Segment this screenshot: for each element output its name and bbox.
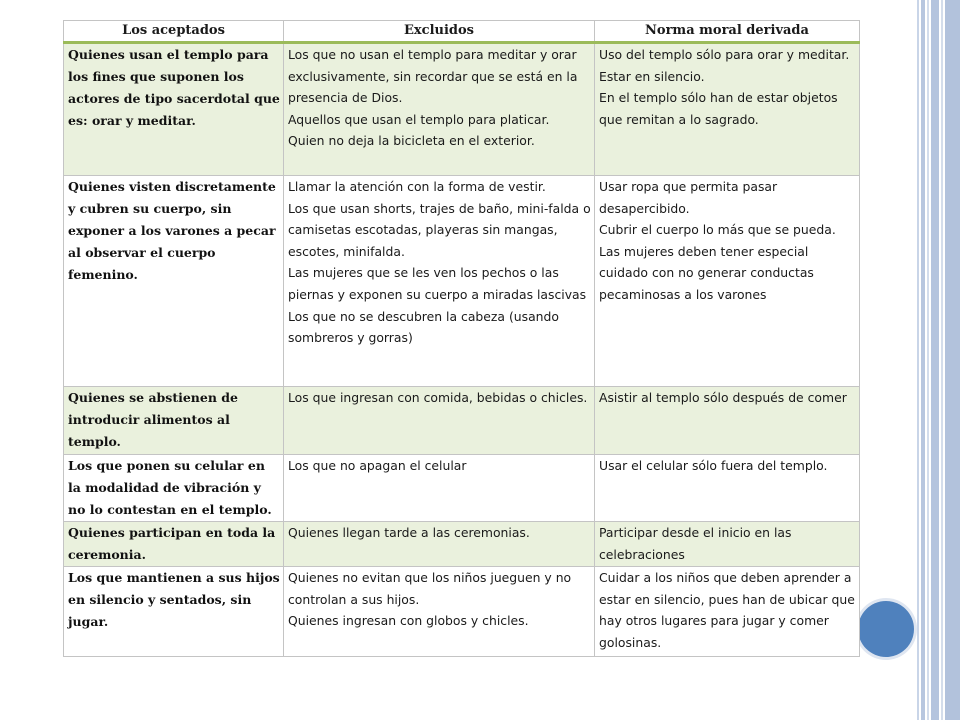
side-stripe bbox=[927, 0, 929, 720]
cell-accepted: Quienes visten discretamente y cubren su cuerpo, sin exponer a los varones a pecar al observar el cuerpo femenino. bbox=[64, 176, 284, 387]
cell-accepted: Los que ponen su celular en la modalidad de vibración y no lo contestan en el templo. bbox=[64, 455, 284, 522]
moral-norms-table bbox=[63, 20, 860, 657]
excluded-line: Los que no apagan el celular bbox=[288, 458, 467, 473]
norm-line: Asistir al templo sólo después de comer bbox=[599, 390, 847, 405]
norm-line: Las mujeres deben tener especial cuidado con no generar conductas pecaminosas a los varones bbox=[599, 243, 814, 302]
cell-excluded bbox=[284, 522, 595, 567]
table-row bbox=[64, 567, 860, 657]
cell-norm bbox=[595, 522, 860, 567]
excluded-line: Las mujeres que se les ven los pechos o las piernas y exponen su cuerpo a miradas lascivas bbox=[288, 265, 587, 302]
excluded-line: Los que ingresan con comida, bebidas o chicles. bbox=[288, 390, 588, 405]
cell-excluded bbox=[284, 387, 595, 455]
excluded-line: Quienes llegan tarde a las ceremonias. bbox=[288, 525, 530, 540]
excluded-line: Llamar la atención con la forma de vestir. bbox=[288, 179, 546, 194]
decorative-circle bbox=[858, 601, 914, 657]
excluded-line: Quienes ingresan con globos y chicles. bbox=[288, 613, 529, 629]
norm-line: Usar ropa que permita pasar desapercibido. bbox=[599, 179, 778, 216]
cell-accepted: Quienes se abstienen de introducir alimentos al templo. bbox=[64, 387, 284, 455]
excluded-line: Quien no deja la bicicleta en el exterior. bbox=[288, 133, 535, 149]
header-norm: Norma moral derivada bbox=[595, 21, 860, 43]
table-row bbox=[64, 176, 860, 387]
side-stripe bbox=[917, 0, 919, 720]
cell-norm bbox=[595, 176, 860, 387]
side-stripe bbox=[941, 0, 943, 720]
norm-line: Usar el celular sólo fuera del templo. bbox=[599, 458, 828, 473]
norm-line: En el templo sólo han de estar objetos que remitan a lo sagrado. bbox=[599, 90, 838, 127]
table-row bbox=[64, 387, 860, 455]
cell-excluded bbox=[284, 567, 595, 657]
cell-accepted: Los que mantienen a sus hijos en silencio y sentados, sin jugar. bbox=[64, 567, 284, 657]
excluded-line: Los que usan shorts, trajes de baño, mini-falda o camisetas escotadas, playeras sin mangas, escotes, minifalda. bbox=[288, 200, 591, 259]
cell-norm bbox=[595, 455, 860, 522]
cell-excluded bbox=[284, 455, 595, 522]
cell-excluded bbox=[284, 176, 595, 387]
cell-norm bbox=[595, 387, 860, 455]
cell-accepted: Quienes usan el templo para los fines que suponen los actores de tipo sacerdotal que es: orar y meditar. bbox=[64, 43, 284, 176]
norm-line: Cubrir el cuerpo lo más que se pueda. bbox=[599, 222, 836, 238]
norm-line: Estar en silencio. bbox=[599, 68, 705, 84]
header-excluded: Excluidos bbox=[284, 21, 595, 43]
cell-norm bbox=[595, 43, 860, 176]
excluded-line: Los que no se descubren la cabeza (usando sombreros y gorras) bbox=[288, 308, 559, 346]
side-stripe bbox=[931, 0, 939, 720]
table-header-row bbox=[64, 21, 860, 43]
norm-line: Cuidar a los niños que deben aprender a estar en silencio, pues han de ubicar que hay otros lugares para jugar y comer golosinas. bbox=[599, 570, 855, 650]
side-stripe bbox=[945, 0, 960, 720]
table-row bbox=[64, 455, 860, 522]
excluded-line: Quienes no evitan que los niños jueguen y no controlan a sus hijos. bbox=[288, 570, 572, 607]
excluded-line: Aquellos que usan el templo para platicar. bbox=[288, 111, 550, 127]
norm-line: Participar desde el inicio en las celebraciones bbox=[599, 525, 792, 562]
cell-excluded bbox=[284, 43, 595, 176]
norm-line: Uso del templo sólo para orar y meditar. bbox=[599, 47, 850, 62]
cell-accepted: Quienes participan en toda la ceremonia. bbox=[64, 522, 284, 567]
table-row bbox=[64, 522, 860, 567]
cell-norm bbox=[595, 567, 860, 657]
excluded-line: Los que no usan el templo para meditar y orar exclusivamente, sin recordar que se está en la presencia de Dios. bbox=[288, 47, 578, 106]
table-row bbox=[64, 43, 860, 176]
side-stripe bbox=[921, 0, 925, 720]
header-accepted: Los aceptados bbox=[64, 21, 284, 43]
